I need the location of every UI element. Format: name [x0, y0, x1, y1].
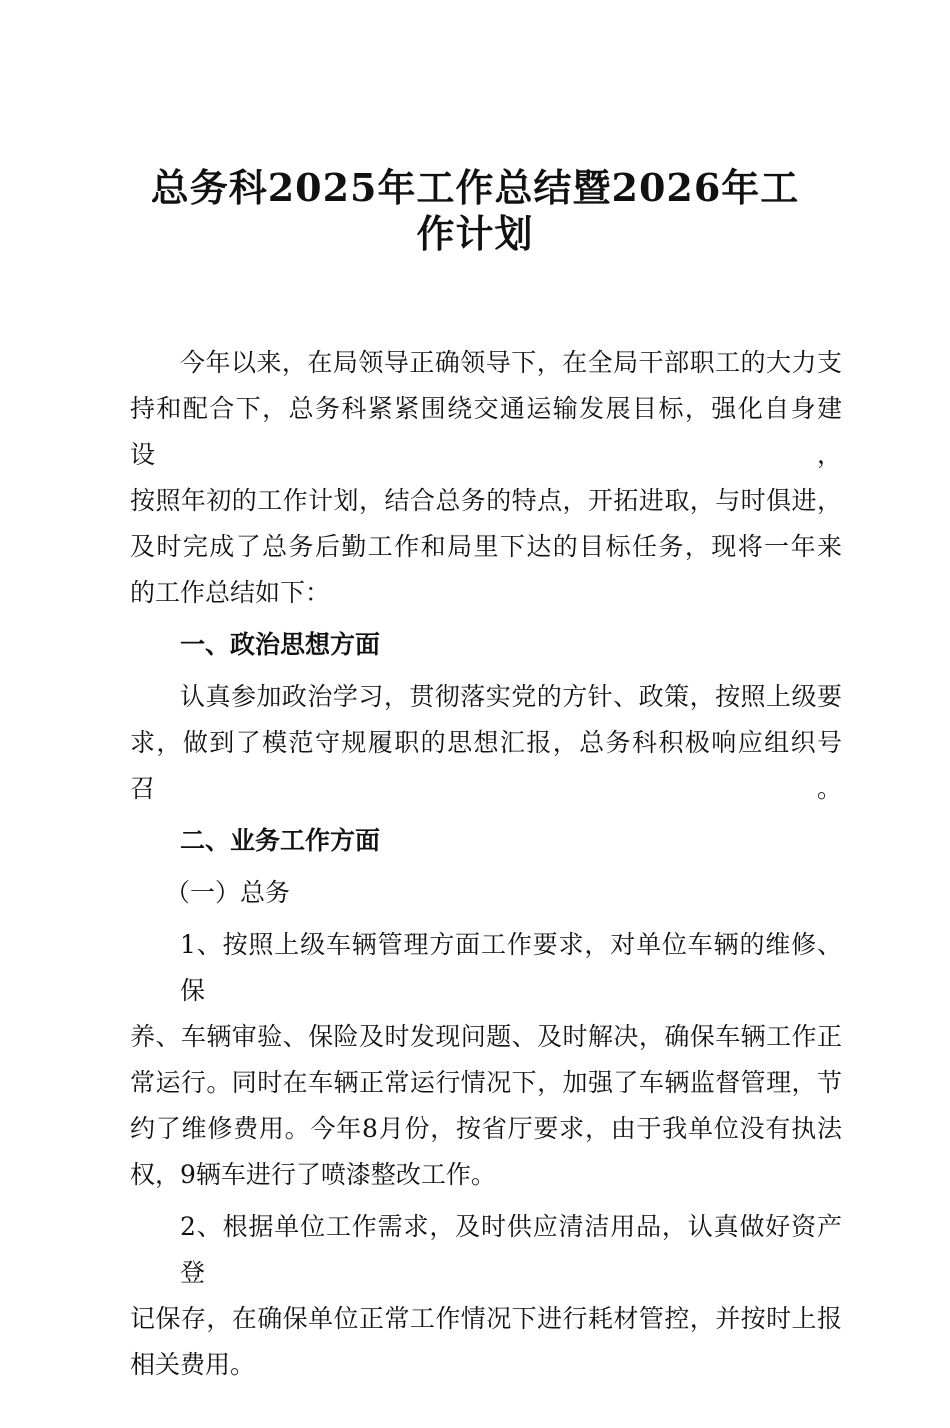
text-line: 持和配合下，总务科紧紧围绕交通运输发展目标，强化自身建设， — [130, 394, 842, 469]
subsection-heading: （一）总务 — [165, 878, 291, 907]
text-line: 今年以来，在局领导正确领导下，在全局干部职工的大力支 — [180, 348, 842, 377]
item-2-paragraph — [130, 1204, 842, 1388]
text-line: 的工作总结如下： — [130, 578, 331, 607]
section1-paragraph — [130, 674, 842, 812]
text-line: 认真参加政治学习，贯彻落实党的方针、政策，按照上级要 — [180, 682, 842, 711]
section-heading: 一、政治思想方面 — [180, 630, 381, 659]
text-line: 按照年初的工作计划，结合总务的特点，开拓进取，与时俱进， — [130, 486, 842, 515]
text-line: 常运行。同时在车辆正常运行情况下，加强了车辆监督管理，节 — [130, 1068, 842, 1097]
text-line: 1、按照上级车辆管理方面工作要求，对单位车辆的维修、保 — [180, 930, 842, 1005]
text-line: 及时完成了总务后勤工作和局里下达的目标任务，现将一年来 — [130, 532, 842, 561]
text-line: 权，9辆车进行了喷漆整改工作。 — [130, 1160, 496, 1189]
item-1-paragraph — [130, 922, 842, 1198]
section-heading: 二、业务工作方面 — [180, 826, 381, 855]
text-line: 记保存，在确保单位正常工作情况下进行耗材管控，并按时上报 — [130, 1304, 842, 1333]
document-title-line-1: 总务科2025年工作总结暨2026年工 — [150, 165, 800, 210]
text-line: 相关费用。 — [130, 1350, 256, 1379]
text-line: 约了维修费用。今年8月份，按省厅要求，由于我单位没有执法 — [130, 1114, 842, 1143]
text-line: 求，做到了模范守规履职的思想汇报，总务科积极响应组织号召。 — [130, 728, 842, 803]
text-line: 2、根据单位工作需求，及时供应清洁用品，认真做好资产登 — [180, 1212, 842, 1287]
text-line: 养、车辆审验、保险及时发现问题、及时解决，确保车辆工作正 — [130, 1022, 842, 1051]
document-title-line-2: 作计划 — [416, 211, 534, 256]
intro-paragraph — [130, 340, 842, 616]
